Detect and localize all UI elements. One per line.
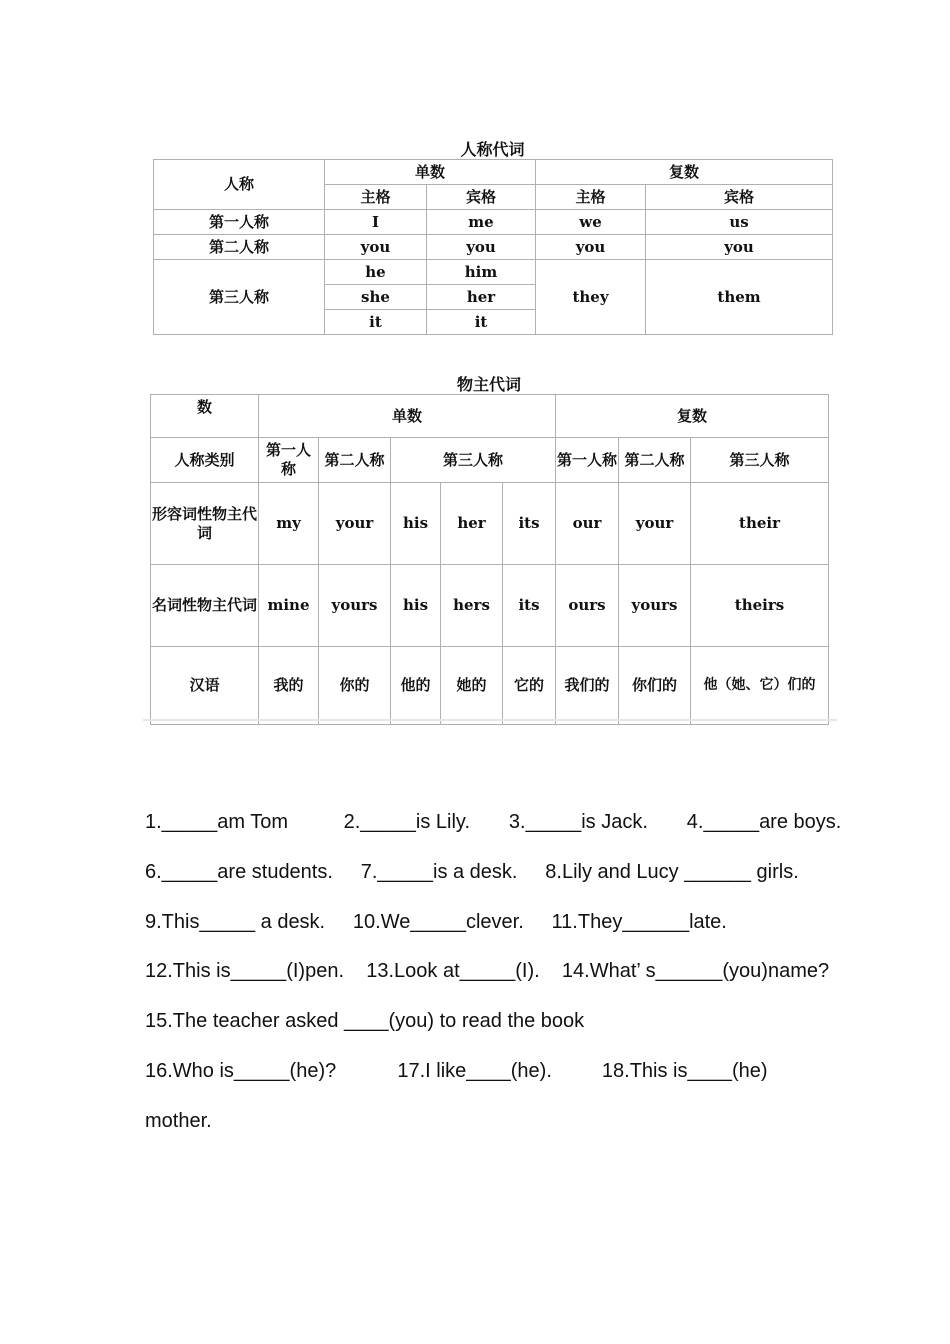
pronoun-cell: yours <box>619 565 691 647</box>
header-singular-object: 宾格 <box>427 185 536 210</box>
possessive-pronouns-table <box>150 394 829 725</box>
table-row <box>154 210 833 235</box>
header-second-person: 第二人称 <box>619 438 691 483</box>
header-third-person: 第三人称 <box>691 438 829 483</box>
table-bottom-rule <box>143 719 837 721</box>
pronoun-cell: your <box>619 483 691 565</box>
header-category: 人称类别 <box>151 438 259 483</box>
pronoun-cell: them <box>646 260 833 335</box>
pronoun-cell: mine <box>259 565 319 647</box>
pronoun-cell: 你们的 <box>619 647 691 725</box>
pronoun-cell: me <box>427 210 536 235</box>
pronoun-cell: her <box>427 285 536 310</box>
header-person: 人称 <box>154 160 325 210</box>
pronoun-cell: his <box>391 483 441 565</box>
person-cell: 第一人称 <box>154 210 325 235</box>
exercise-line: 15.The teacher asked ____(you) to read the book <box>145 1010 585 1032</box>
pronoun-cell: us <box>646 210 833 235</box>
pronoun-cell: 他（她、它）们的 <box>691 647 829 725</box>
pronoun-cell: his <box>391 565 441 647</box>
pronoun-cell: they <box>536 260 646 335</box>
pronoun-cell: 他的 <box>391 647 441 725</box>
pronoun-cell: you <box>325 235 427 260</box>
pronoun-cell: we <box>536 210 646 235</box>
pronoun-cell: her <box>441 483 503 565</box>
personal-pronouns-title: 人称代词 <box>460 140 525 159</box>
pronoun-cell: I <box>325 210 427 235</box>
exercise-line: 16.Who is_____(he)? 17.I like____(he). 18.This is____(he) <box>145 1060 768 1082</box>
pronoun-cell: its <box>503 483 556 565</box>
pronoun-cell: hers <box>441 565 503 647</box>
pronoun-cell: their <box>691 483 829 565</box>
pronoun-cell: my <box>259 483 319 565</box>
header-second-person: 第二人称 <box>319 438 391 483</box>
table-row <box>154 260 833 285</box>
header-singular-subject: 主格 <box>325 185 427 210</box>
pronoun-cell: its <box>503 565 556 647</box>
row-label: 汉语 <box>151 647 259 725</box>
exercise-line: mother. <box>145 1110 212 1132</box>
table-row <box>154 235 833 260</box>
pronoun-cell: you <box>536 235 646 260</box>
pronoun-cell: 你的 <box>319 647 391 725</box>
pronoun-cell: 我们的 <box>556 647 619 725</box>
person-cell: 第三人称 <box>154 260 325 335</box>
exercise-line: 12.This is_____(I)pen. 13.Look at_____(I). 14.What’ s______(you)name? <box>145 960 830 982</box>
pronoun-cell: yours <box>319 565 391 647</box>
pronoun-cell: he <box>325 260 427 285</box>
exercise-line: 1._____am Tom 2._____is Lily. 3._____is Jack. 4._____are boys. <box>145 811 842 833</box>
pronoun-cell: 我的 <box>259 647 319 725</box>
table-row <box>151 483 829 565</box>
row-label: 名词性物主代词 <box>151 565 259 647</box>
header-first-person: 第一人称 <box>259 438 319 483</box>
header-plural-subject: 主格 <box>536 185 646 210</box>
pronoun-cell: you <box>427 235 536 260</box>
header-first-person: 第一人称 <box>556 438 619 483</box>
pronoun-cell: she <box>325 285 427 310</box>
personal-pronouns-table <box>153 159 833 335</box>
pronoun-cell: theirs <box>691 565 829 647</box>
header-plural-object: 宾格 <box>646 185 833 210</box>
pronoun-cell: our <box>556 483 619 565</box>
pronoun-cell: 它的 <box>503 647 556 725</box>
header-plural: 复数 <box>556 395 829 438</box>
table-row <box>151 647 829 725</box>
pronoun-cell: it <box>325 310 427 335</box>
header-singular: 单数 <box>259 395 556 438</box>
header-number: 数 <box>151 395 259 438</box>
header-third-person: 第三人称 <box>391 438 556 483</box>
table-row <box>151 565 829 647</box>
exercise-line: 6._____are students. 7._____is a desk. 8.Lily and Lucy ______ girls. <box>145 861 799 883</box>
exercise-line: 9.This_____ a desk. 10.We_____clever. 11.They______late. <box>145 911 727 933</box>
pronoun-cell: your <box>319 483 391 565</box>
pronoun-cell: you <box>646 235 833 260</box>
header-singular: 单数 <box>325 160 536 185</box>
pronoun-cell: ours <box>556 565 619 647</box>
person-cell: 第二人称 <box>154 235 325 260</box>
pronoun-cell: 她的 <box>441 647 503 725</box>
possessive-pronouns-title: 物主代词 <box>456 375 521 394</box>
row-label: 形容词性物主代词 <box>151 483 259 565</box>
header-plural: 复数 <box>536 160 833 185</box>
pronoun-cell: it <box>427 310 536 335</box>
pronoun-cell: him <box>427 260 536 285</box>
